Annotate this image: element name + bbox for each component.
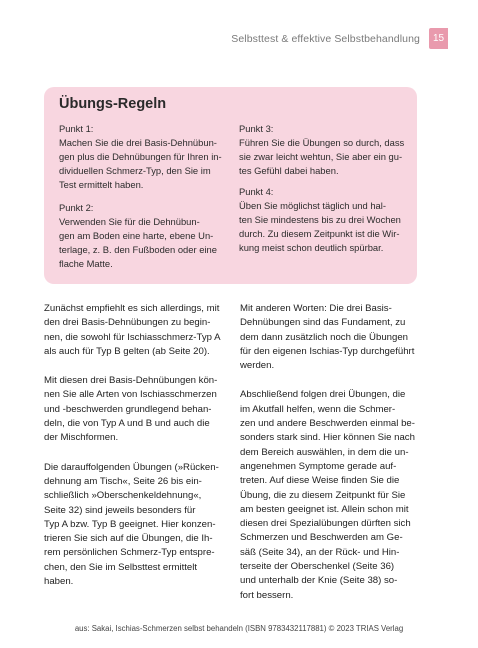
rule-line: Führen Sie die Übungen so durch, dass: [239, 137, 405, 149]
paragraph: [44, 374, 234, 445]
right-column: [240, 302, 432, 603]
line: chen, den Sie im Selbsttest ermittelt: [44, 561, 198, 573]
rule-line: tes Gefühl dabei haben.: [239, 165, 339, 177]
rule-1: [59, 122, 239, 192]
line: und unterhalb der Knie (Seite 38) so-: [240, 575, 398, 587]
line: Abschließend folgen drei Übungen, die: [240, 389, 406, 401]
line: fort bessern.: [240, 589, 294, 601]
line: zen und andere Beschwerden einmal be-: [240, 418, 415, 430]
line: im Akutfall helfen, wenn die Schmer-: [240, 403, 396, 415]
line: Seite 32) sind jeweils besonders für: [44, 504, 196, 516]
line: diesen drei Spezialübungen dürften sich: [240, 518, 411, 530]
line: den drei Basis-Dehnübungen zu begin-: [44, 317, 211, 329]
left-column: [44, 302, 234, 589]
line: sonders stark sind. Hier können Sie nach: [240, 432, 415, 444]
line: für den eigenen Ischias-Typ durchgeführt: [240, 345, 415, 357]
line: am besten geeignet ist. Allein schon mit: [240, 503, 409, 515]
rule-line: Test ermittelt haben.: [59, 179, 144, 191]
paragraph: [44, 461, 234, 590]
line: Mit diesen drei Basis-Dehnübungen kön-: [44, 375, 218, 387]
rule-line: Üben Sie möglichst täglich und hal-: [239, 200, 386, 212]
line: Übung, die zu diesem Zeitpunkt für Sie: [240, 489, 406, 501]
line: dem Bereich auswählen, in dem die un-: [240, 446, 409, 458]
rule-3: [239, 122, 414, 178]
rule-4: [239, 185, 414, 255]
line: werden.: [240, 360, 275, 372]
rule-line: sie zwar leicht wehtun, Sie aber ein gu-: [239, 151, 403, 163]
rule-line: gen plus die Dehnübungen für Ihren in-: [59, 151, 222, 163]
running-header: Selbsttest & effektive Selbstbehandlung: [231, 33, 420, 45]
line: trieren Sie sich auf die Übungen, die Ih-: [44, 533, 213, 545]
line: haben.: [44, 576, 74, 588]
paragraph: [240, 388, 432, 602]
rule-2: [59, 201, 239, 271]
line: Schmerzen und Beschwerden am Ge-: [240, 532, 403, 544]
line: säß (Seite 34), an der Rück- und Hin-: [240, 546, 400, 558]
line: nen Sie alle Arten von Ischiasschmerzen: [44, 389, 217, 401]
line: schließlich »Oberschenkeldehnung«,: [44, 490, 202, 502]
line: der Mischformen.: [44, 432, 119, 444]
exercise-rules-box: [44, 87, 417, 284]
rule-line: terlage, z. B. den Fußboden oder eine: [59, 244, 217, 256]
paragraph: [240, 302, 432, 373]
page-number-badge: 15: [429, 28, 448, 49]
line: als auch für Typ B gelten (ab Seite 20).: [44, 345, 210, 357]
source-footer: aus: Sakai, Ischias-Schmerzen selbst behandeln (ISBN 9783432117881) © 2023 TRIAS Verlag: [74, 624, 404, 633]
paragraph: [44, 302, 234, 359]
rule-line: flache Matte.: [59, 258, 113, 270]
line: und -beschwerden grundlegend behan-: [44, 403, 212, 415]
line: treten. Auf diese Weise finden Sie die: [240, 475, 400, 487]
rule-line: kung meist schon deutlich spürbar.: [239, 242, 384, 254]
line: Dehnübungen sind das Fundament, zu: [240, 317, 406, 329]
rule-line: durch. Zu diesem Zeitpunkt ist die Wir-: [239, 228, 400, 240]
rule-line: ten Sie mindestens bis zu drei Wochen: [239, 214, 401, 226]
rule-heading: Punkt 4:: [239, 186, 274, 197]
line: Die darauffolgenden Übungen (»Rücken-: [44, 461, 219, 473]
line: dehnung am Tisch«, Seite 26 bis ein-: [44, 475, 202, 487]
line: rem persönlichen Schmerz-Typ entspre-: [44, 547, 215, 559]
line: deln, die von Typ A und B und auch die: [44, 418, 210, 430]
line: Mit anderen Worten: Die drei Basis-: [240, 303, 392, 314]
line: angenehmen Symptome gerade auf-: [240, 460, 397, 472]
rule-heading: Punkt 1:: [59, 123, 94, 134]
rule-line: dividuellen Schmerz-Typ, den Sie im: [59, 165, 211, 177]
rule-line: Verwenden Sie für die Dehnübun-: [59, 216, 200, 228]
rule-heading: Punkt 3:: [239, 123, 274, 134]
line: Typ A bzw. Typ B geeignet. Hier konzen-: [44, 518, 216, 530]
line: terseite der Oberschenkel (Seite 36): [240, 561, 395, 573]
line: nen, die sowohl für Ischiasschmerz-Typ A: [44, 331, 221, 343]
rule-line: gen am Boden eine harte, ebene Un-: [59, 230, 214, 242]
rule-line: Machen Sie die drei Basis-Dehnübun-: [59, 137, 217, 149]
rule-heading: Punkt 2:: [59, 202, 94, 213]
line: Zunächst empfiehlt es sich allerdings, mit: [44, 303, 220, 314]
line: dem dann zusätzlich noch die Übungen: [240, 331, 409, 343]
rules-title: Übungs-Regeln: [59, 96, 167, 112]
